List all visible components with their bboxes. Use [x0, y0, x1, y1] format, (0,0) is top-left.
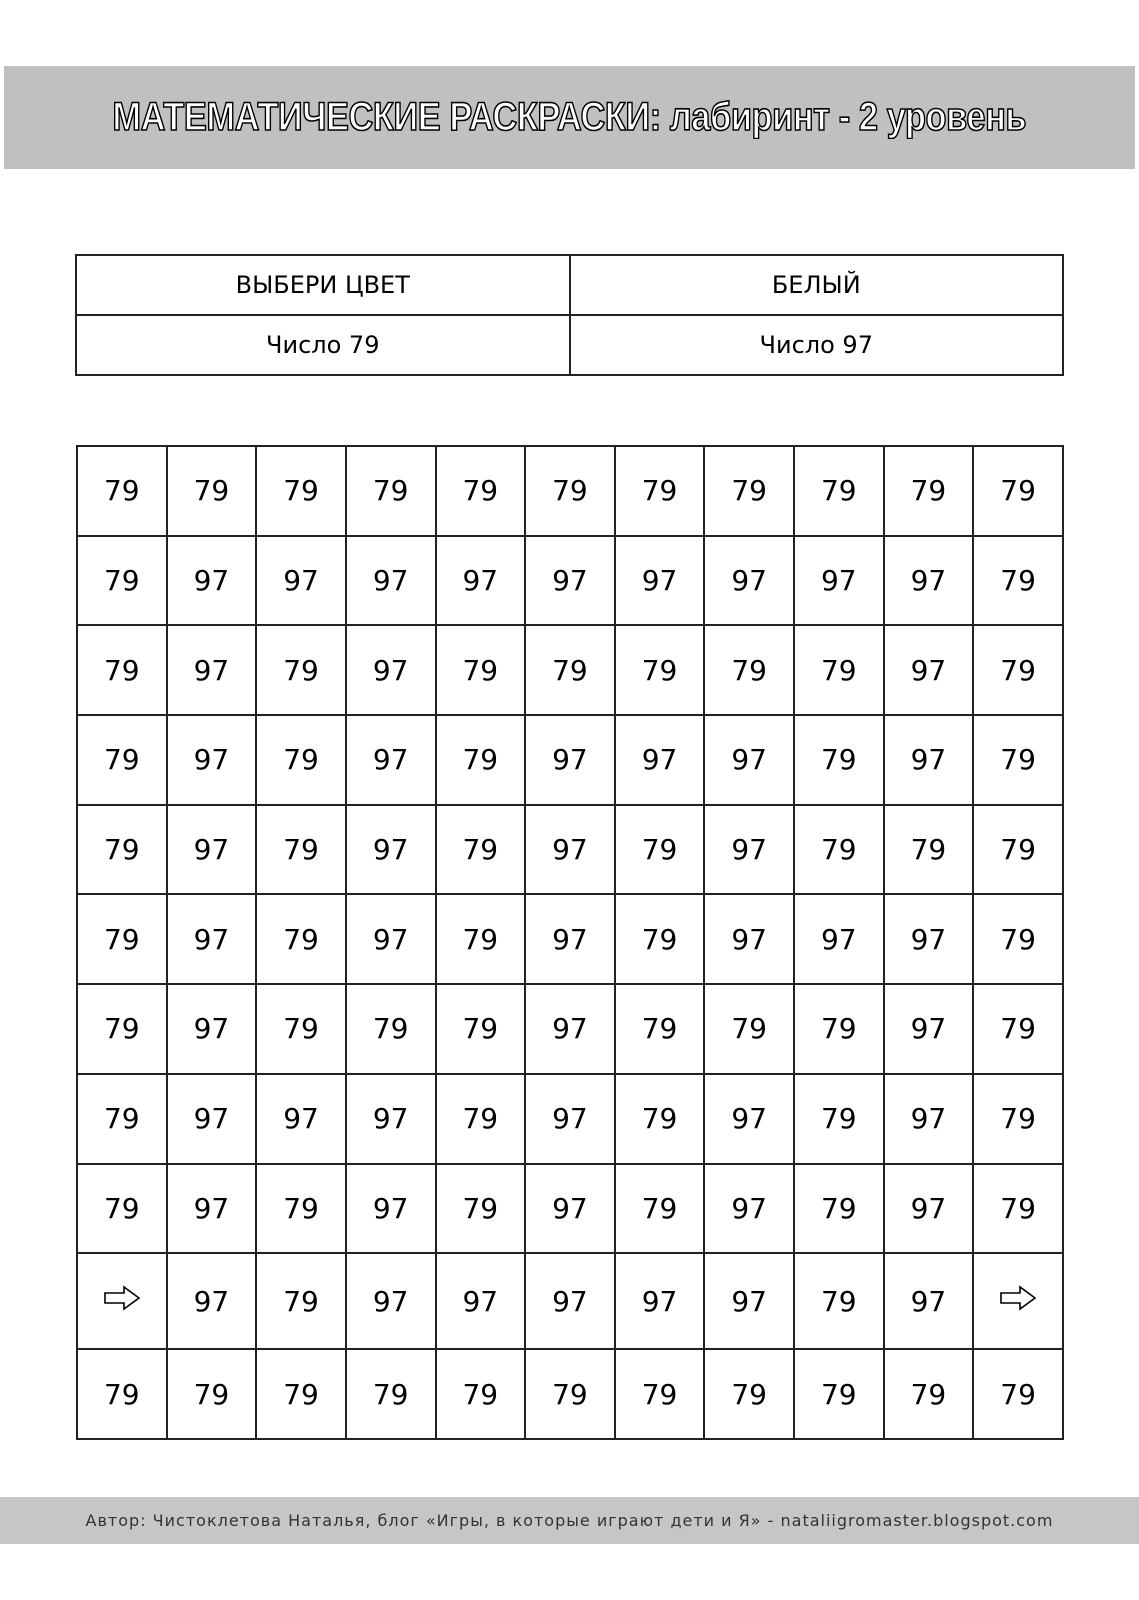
maze-cell[interactable]: 79 [884, 446, 974, 536]
maze-cell[interactable]: 79 [973, 984, 1063, 1074]
maze-cell[interactable]: 97 [704, 715, 794, 805]
maze-arrow-cell[interactable] [77, 1253, 167, 1349]
maze-cell[interactable]: 79 [884, 1349, 974, 1439]
maze-row [77, 805, 1063, 895]
maze-cell[interactable]: 79 [256, 715, 346, 805]
legend-header-choose-color: ВЫБЕРИ ЦВЕТ [76, 255, 570, 315]
maze-cell[interactable]: 79 [256, 984, 346, 1074]
maze-cell[interactable]: 79 [346, 446, 436, 536]
maze-cell[interactable]: 79 [973, 1164, 1063, 1254]
maze-row [77, 625, 1063, 715]
maze-cell[interactable]: 79 [256, 1253, 346, 1349]
page-title: МАТЕМАТИЧЕСКИЕ РАСКРАСКИ: лабиринт - 2 уровень [112, 95, 1027, 139]
maze-cell[interactable]: 79 [704, 1349, 794, 1439]
maze-cell[interactable]: 79 [794, 1349, 884, 1439]
maze-cell[interactable]: 79 [615, 805, 705, 895]
arrow-right-icon [102, 1284, 142, 1319]
maze-cell[interactable]: 97 [525, 894, 615, 984]
maze-cell[interactable]: 79 [77, 446, 167, 536]
maze-cell[interactable]: 79 [615, 984, 705, 1074]
maze-cell[interactable]: 79 [346, 1349, 436, 1439]
maze-cell[interactable]: 79 [167, 446, 257, 536]
maze-cell[interactable]: 79 [77, 1074, 167, 1164]
maze-cell[interactable]: 97 [346, 715, 436, 805]
maze-row [77, 1074, 1063, 1164]
maze-cell[interactable]: 97 [167, 1164, 257, 1254]
maze-cell[interactable]: 79 [256, 625, 346, 715]
maze-cell[interactable]: 97 [167, 1253, 257, 1349]
maze-cell[interactable]: 79 [794, 805, 884, 895]
maze-row [77, 446, 1063, 536]
maze-cell[interactable]: 97 [525, 1164, 615, 1254]
maze-cell[interactable]: 79 [615, 1164, 705, 1254]
maze-cell[interactable]: 97 [704, 894, 794, 984]
maze-cell[interactable]: 79 [77, 1164, 167, 1254]
maze-cell[interactable]: 79 [256, 1164, 346, 1254]
maze-cell[interactable]: 79 [167, 1349, 257, 1439]
maze-cell[interactable]: 79 [436, 984, 526, 1074]
maze-cell[interactable]: 97 [167, 625, 257, 715]
maze-cell[interactable]: 97 [167, 1074, 257, 1164]
maze-cell[interactable]: 97 [346, 1074, 436, 1164]
maze-cell[interactable]: 79 [615, 894, 705, 984]
maze-cell[interactable]: 97 [794, 894, 884, 984]
maze-cell[interactable]: 97 [615, 715, 705, 805]
maze-cell[interactable]: 97 [615, 536, 705, 626]
maze-cell[interactable]: 97 [436, 536, 526, 626]
maze-cell[interactable]: 79 [884, 805, 974, 895]
maze-cell[interactable]: 79 [256, 805, 346, 895]
maze-cell[interactable]: 79 [525, 625, 615, 715]
footer-banner [0, 1497, 1139, 1544]
maze-cell[interactable]: 79 [256, 1349, 346, 1439]
maze-cell[interactable]: 79 [436, 1164, 526, 1254]
maze-cell[interactable]: 79 [77, 805, 167, 895]
maze-cell[interactable]: 97 [884, 715, 974, 805]
maze-cell[interactable]: 79 [973, 894, 1063, 984]
maze-cell[interactable]: 97 [167, 536, 257, 626]
legend-value-white-number: Число 97 [570, 315, 1064, 375]
maze-cell[interactable]: 79 [973, 446, 1063, 536]
maze-cell[interactable]: 79 [794, 1253, 884, 1349]
maze-cell[interactable]: 97 [525, 1074, 615, 1164]
maze-cell[interactable]: 79 [436, 446, 526, 536]
maze-cell[interactable]: 97 [704, 1074, 794, 1164]
maze-cell[interactable]: 79 [615, 1349, 705, 1439]
maze-cell[interactable]: 79 [346, 984, 436, 1074]
maze-cell[interactable]: 79 [973, 625, 1063, 715]
maze-row [77, 536, 1063, 626]
legend-value-row [76, 315, 1063, 375]
maze-cell[interactable]: 97 [346, 1164, 436, 1254]
maze-cell[interactable]: 97 [884, 1164, 974, 1254]
maze-cell[interactable]: 79 [436, 625, 526, 715]
maze-cell[interactable]: 97 [525, 984, 615, 1074]
maze-cell[interactable]: 79 [436, 1349, 526, 1439]
maze-cell[interactable]: 79 [615, 625, 705, 715]
color-legend-table [75, 254, 1064, 376]
maze-cell[interactable]: 79 [77, 715, 167, 805]
maze-row [77, 715, 1063, 805]
maze-cell[interactable]: 79 [77, 894, 167, 984]
maze-cell[interactable]: 79 [973, 1074, 1063, 1164]
maze-cell[interactable]: 79 [436, 1074, 526, 1164]
maze-cell[interactable]: 97 [704, 1164, 794, 1254]
maze-cell[interactable]: 97 [346, 625, 436, 715]
maze-cell[interactable]: 79 [704, 984, 794, 1074]
maze-cell[interactable]: 79 [794, 1164, 884, 1254]
maze-cell[interactable]: 79 [973, 536, 1063, 626]
maze-cell[interactable]: 79 [525, 1349, 615, 1439]
maze-cell[interactable]: 97 [346, 1253, 436, 1349]
maze-cell[interactable]: 79 [256, 446, 346, 536]
legend-value-color-number: Число 79 [76, 315, 570, 375]
maze-cell[interactable]: 97 [525, 1253, 615, 1349]
maze-cell[interactable]: 97 [884, 1253, 974, 1349]
maze-row [77, 894, 1063, 984]
maze-cell[interactable]: 79 [77, 536, 167, 626]
maze-cell[interactable]: 97 [884, 984, 974, 1074]
maze-cell[interactable]: 97 [167, 715, 257, 805]
maze-cell[interactable]: 97 [256, 1074, 346, 1164]
legend-header-white: БЕЛЫЙ [570, 255, 1064, 315]
maze-cell[interactable]: 79 [77, 625, 167, 715]
maze-cell[interactable]: 79 [704, 625, 794, 715]
maze-cell[interactable]: 97 [704, 1253, 794, 1349]
maze-row [77, 1164, 1063, 1254]
maze-cell[interactable]: 97 [884, 536, 974, 626]
maze-cell[interactable]: 97 [884, 894, 974, 984]
maze-cell[interactable]: 79 [77, 1349, 167, 1439]
maze-cell[interactable]: 97 [615, 1253, 705, 1349]
maze-cell[interactable]: 79 [615, 446, 705, 536]
maze-cell[interactable]: 79 [973, 1349, 1063, 1439]
maze-row [77, 1349, 1063, 1439]
maze-cell[interactable]: 97 [525, 536, 615, 626]
maze-cell[interactable]: 97 [167, 805, 257, 895]
maze-cell[interactable]: 97 [525, 805, 615, 895]
maze-cell[interactable]: 79 [704, 446, 794, 536]
maze-cell[interactable]: 79 [615, 1074, 705, 1164]
maze-arrow-cell[interactable] [973, 1253, 1063, 1349]
maze-cell[interactable]: 97 [346, 805, 436, 895]
title-banner [4, 66, 1135, 169]
maze-cell[interactable]: 97 [525, 715, 615, 805]
maze-cell[interactable]: 79 [525, 446, 615, 536]
maze-cell[interactable]: 79 [973, 715, 1063, 805]
maze-cell[interactable]: 79 [256, 894, 346, 984]
arrow-right-icon [998, 1284, 1038, 1319]
maze-cell[interactable]: 97 [794, 536, 884, 626]
maze-cell[interactable]: 79 [436, 715, 526, 805]
maze-cell[interactable]: 79 [436, 805, 526, 895]
maze-cell[interactable]: 79 [794, 715, 884, 805]
maze-cell[interactable]: 97 [884, 1074, 974, 1164]
maze-cell[interactable]: 97 [346, 894, 436, 984]
maze-cell[interactable]: 97 [167, 984, 257, 1074]
maze-cell[interactable]: 97 [167, 894, 257, 984]
maze-row [77, 1253, 1063, 1349]
maze-cell[interactable]: 79 [973, 805, 1063, 895]
maze-cell[interactable]: 97 [704, 805, 794, 895]
maze-row [77, 984, 1063, 1074]
maze-cell[interactable]: 79 [794, 984, 884, 1074]
maze-cell[interactable]: 97 [256, 536, 346, 626]
maze-grid [76, 445, 1064, 1440]
legend-header-row [76, 255, 1063, 315]
maze-cell[interactable]: 79 [436, 894, 526, 984]
maze-cell[interactable]: 97 [436, 1253, 526, 1349]
maze-cell[interactable]: 79 [77, 984, 167, 1074]
maze-cell[interactable]: 79 [794, 625, 884, 715]
maze-cell[interactable]: 97 [704, 536, 794, 626]
maze-cell[interactable]: 97 [884, 625, 974, 715]
maze-cell[interactable]: 79 [794, 446, 884, 536]
footer-credit: Автор: Чистоклетова Наталья, блог «Игры, в которые играют дети и Я» - nataliigromaster.blogspot.com [85, 1511, 1054, 1530]
maze-cell[interactable]: 79 [794, 1074, 884, 1164]
maze-cell[interactable]: 97 [346, 536, 436, 626]
